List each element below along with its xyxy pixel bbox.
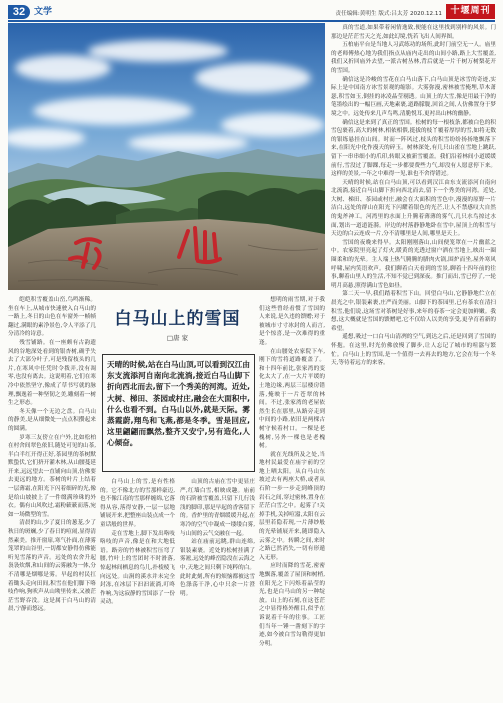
article-title: 白马山上的雪国	[114, 309, 241, 329]
page-number: 32	[8, 5, 30, 19]
editor-credits: 责任编辑:黄明生 版式:吕太芳 2020.12.11	[335, 11, 442, 17]
masthead-logo: 十堰周刊	[446, 4, 495, 19]
paragraph: 走在雪地上,脚下发出咯吱咯吱的声音,像是在和大地低语。路旁的竹林被积雪压弯了腰,竹叶上的雪团时不时滑落,惊起林间栖息的鸟儿,扑棱棱飞向远处。山涧的溪水并未完全封冻,在冰层下汩汩流淌,叮咚作响,为这寂静的雪国添了一份灵动。	[100, 530, 175, 606]
paragraph: 确信这是来到了真正的雪国。松树的每一根枝条,都被白色的积雪包裹着,高大的树林,相依相偎,挺拔的枝丫覆着厚厚的雪,如将无数的银练悬挂在山间。时而一阵风过,枝头的积雪纷纷扬扬地飘落下来,在阳光中化作漫天的碎玉。树林深处,有几只山雀在雪地上跳跃,留下一串串细小的爪印,转眼又被新雪覆盖。我们沿着林间小道缓缓前行,雪没过了脚踝,每走一步都要费些力气,却没有人愿意停下来。这样的美景,一年之中难得一见,谁也不舍得错过。	[331, 119, 496, 178]
article-column-2	[100, 478, 175, 700]
landscape-photo	[8, 23, 325, 290]
paragraph: 岁寒三友傍立在户外,比如松柏在村舍间翠色依旧,随处可见的山茶,半白半红开得正好,茶园里的茶树默默蛰伏,它们挤开灌木林,从山腰蔓延开来,远远望去一直铺向山顶,仿佛要去更远的地方。茶树的叶片上结着一层薄霜,在阳光下闪着细碎的光,像是给山坡披上了一件缀满珍珠的外衣。偶有山风吹过,霜粉簌簌而落,宛如一场微型的雪。	[8, 434, 96, 518]
paragraph: 确信这是冷峻的雪花在白马山落下,白马山顶是冰雪的奇迹,实际上是中国南方冰雪景观的缩影。大雾弥漫,密林被雪掩埋,草木萧瑟,积雪如玉,倒挂的冰凌晶莹剔透。山顶上的大雪,像是用最干净的笔墨绘出的一幅巨画,天地素裹,道路朦胧,回首之间,人仿佛置身于梦境之中。远处传来几声鸟鸣,清脆悦耳,更衬出山林的幽静。	[331, 76, 496, 117]
paragraph: 五柏庙平台是当地人习武练功的场所,此时门前空无一人。庙里的老师傅热心地为我们指点从庙内走出的山间小路,路上大雪覆盖,我们又折回庙外去望,一派古树丛林,背后就是一片千树万树梨花开的雪国。	[331, 42, 496, 74]
paragraph: 山顶的古庙在雪中更显庄严,红墙白雪,相映成趣。庙前的石阶被雪覆盖,只留下几行浅浅的脚印,那是早起的香客留下的。香炉里的青烟缓缓升起,在寒冷的空气中凝成一缕缕白雾,与山间的云气交融在一起。	[180, 479, 255, 537]
paragraph: 想明的雨雪期,对于我们这些曾经看惯了雪国的人来说,是久违的馈赠;对于被城市寸寸冰封的人而言,是个惊喜,是一次难得的重逢。	[259, 297, 325, 346]
paragraph: 第二天一早,我们踏着积雪下山。回望白马山,它静静地伫立在晨光之中,银装素裹,庄严而美丽。山脚下的茶园里,已有茶农在清扫积雪,他们说,这场雪对茶树是好事,来年的春茶一定会更加鲜嫩。我想,这大概就是雪国的馈赠吧,它不仅给人以美的享受,更孕育着新的希望。	[331, 291, 496, 332]
section-label: 文学	[34, 7, 53, 17]
header-rule	[8, 20, 495, 22]
intro-box: 天晴的时候,站在白马山顶,可以看到汉江由东支流添河自南向北流淌,接近白马山脚下折向西北而去,留下一个秀美的河湾。近处,大树、梯田、茶园或村庄,融会在大面积中,什么也看不到。白马山以外,就是天际。雾蒸霞蔚,翔鸟和飞燕,都是冬季。雪是回应,这里翩翩而飘然,整齐又安宁,另有造化,人心倾奋。	[102, 354, 255, 472]
paragraph: 站在庙前远眺,群山连绵,银装素裹。近处的松树挂满了雾凇,远处的峰峦隐没在云海之中,天地之间只剩下纯粹的白。此时此刻,所有的烦恼都被这雪色涤荡干净,心中只余一片澄明。	[180, 539, 255, 597]
article-column-3	[180, 478, 255, 700]
article-column-right	[331, 24, 496, 700]
paragraph: 白马山上的雪,是有性格的。它不像北方的雪那样豪迈,也不像江南的雪那样缠绵,它落得从容,落得安静,一层一层地铺展开来,把整座山装点成一个童话般的世界。	[100, 479, 175, 528]
paragraph: 遥想,吸过一口白马山清冽的空气,到达之后,还是回到了雪国的怀抱。在这里,时光仿佛放慢了脚步,让人忘记了城市的喧嚣与繁忙。白马山上的雪国,是一个值得一去再去的地方,它会在每一个冬天,等待着远方的来客。	[331, 334, 496, 367]
paragraph: 天晴的时候,站在白马山顶,可以看到汉江由东支流添河自南向北流淌,接近白马山脚下折向西北而去,留下一个秀美的河湾。近处,大树、梯田、茶园或村庄,融会在大面积的雪色中,漫漫的原野一片洁白,远处的群山在阳光下闪耀着银色的光芒,让人不禁感叹大自然的鬼斧神工。河湾里的水面上升腾着薄薄的雾气,几只水鸟掠过水面,划出一道道涟漪。岸边的村落静静地卧在雪中,屋顶上的积雪与天边的白云连成一片,分不清哪里是人间,哪里是天上。	[331, 179, 496, 238]
paragraph: 就在光线所及之处,当地村民最爱在庙宇前的空地上晒太阳。从白马山东坡过去有两座大桥,或者从石阶一步一步走到峰顶的岩石之间,穿过密林,置身在茫茫白雪之中。起雾了!关掉手机,关掉喧嚣,太阳在云层里若隐若现,一片薄纱般的光晕铺展开来,随即隐入云雾之中。转瞬之间,来时之路已然消失,一切有形遁入无形。	[259, 451, 325, 561]
article-photo	[8, 23, 325, 290]
paragraph: 在山腰处农家院下车,刚下的雪将道路覆盖了。和十四年前比,张家湾的变化太大了,在一大片平缓的土地边缘,两层三层楼房错落,掩映于一片苍翠的林间。不过,张家湾的老屋依然生长在那里,从路旁走到中间的小路,依旧是两棵古树守候着村口。一棵是老槐树,另外一棵也是老槐树。	[259, 348, 325, 450]
article-column-4	[259, 296, 325, 700]
paragraph: 皑皑积雪覆盖山峦,鸟鸣渐稀。坐在车上,从城市快速驶入白马山的一路上,冬日的山色在车窗外一帧帧翻过,满眼的素净景色,令人平添了几分清冷的诗意。	[8, 297, 96, 338]
article-column-1	[8, 296, 96, 700]
article-author: □唐 家	[166, 334, 189, 342]
paragraph: 应时而降的雪花,密密地飘落,覆盖了屋顶和树梢,在阳光之下闪烁着晶莹的光,也是白马山的另一种绽放。山上的石刻,在这苍茫之中显得格外醒目,似乎在诉说着千年的往事。工匠们当年一锤一凿刻下的字迹,如今被白雪勾勒得更加分明。	[259, 563, 325, 647]
paragraph: 雪国的夜晚来得早。太阳刚刚落山,山间便笼罩在一片幽蓝之中。农家院里亮起了灯火,暖黄的光透过窗户洒在雪地上,映出一圈圈柔和的光晕。主人端上热气腾腾的腊肉火锅,围炉而坐,屋外寒风呼啸,屋内笑语欢声。我们聊着白天看到的雪景,聊着十四年前的往事,聊着山里人的生活,不知不觉已到深夜。推门而出,雪已停了,一轮明月高悬,照得满山雪色如昼。	[331, 239, 496, 289]
paragraph: 冬天像一个无边之盘。白马山的静美,是从细微处一点点积攒起来的圆满。	[8, 408, 96, 432]
paragraph: 残雪铺路。在一座颇有古韵遗风的谷地深处看到的银杏树,确乎失去了大部分叶子,可是残留枝头的几片,在寒风中任凭时令拨弄,没有凋零,也没有离去。这说明着,它们在寒冷中依然坚守,像成了草书写就的脉理,飘逸着一种坚韧之美,雕刻着一树生之形态。	[8, 339, 96, 407]
paragraph: 真的雪道,如果带着闲情逸致,便能在这里找到别样的风景。门那边是茫茫雪天之光,如此幻境,恍若飞出人间界图。	[331, 25, 496, 40]
paragraph: 清晨的山,少了夏日的葱茏,少了秋日的斑斓,少了春日的喧闹,显得清然素美。推开窗扉,寒气扑面,在薄雾笼罩的山谷里,一切都安静得仿佛能听见雪落的声音。远处的农舍升起袅袅炊烟,和山间的云雾融为一体,分不清哪是烟哪是雾。早起的村民扛着锄头走向田间,积雪在他们脚下咯吱作响,狗吠声从山坳里传来,又被茫茫雪野吞没。这是属于白马山的清晨,宁静而悠远。	[8, 520, 96, 613]
